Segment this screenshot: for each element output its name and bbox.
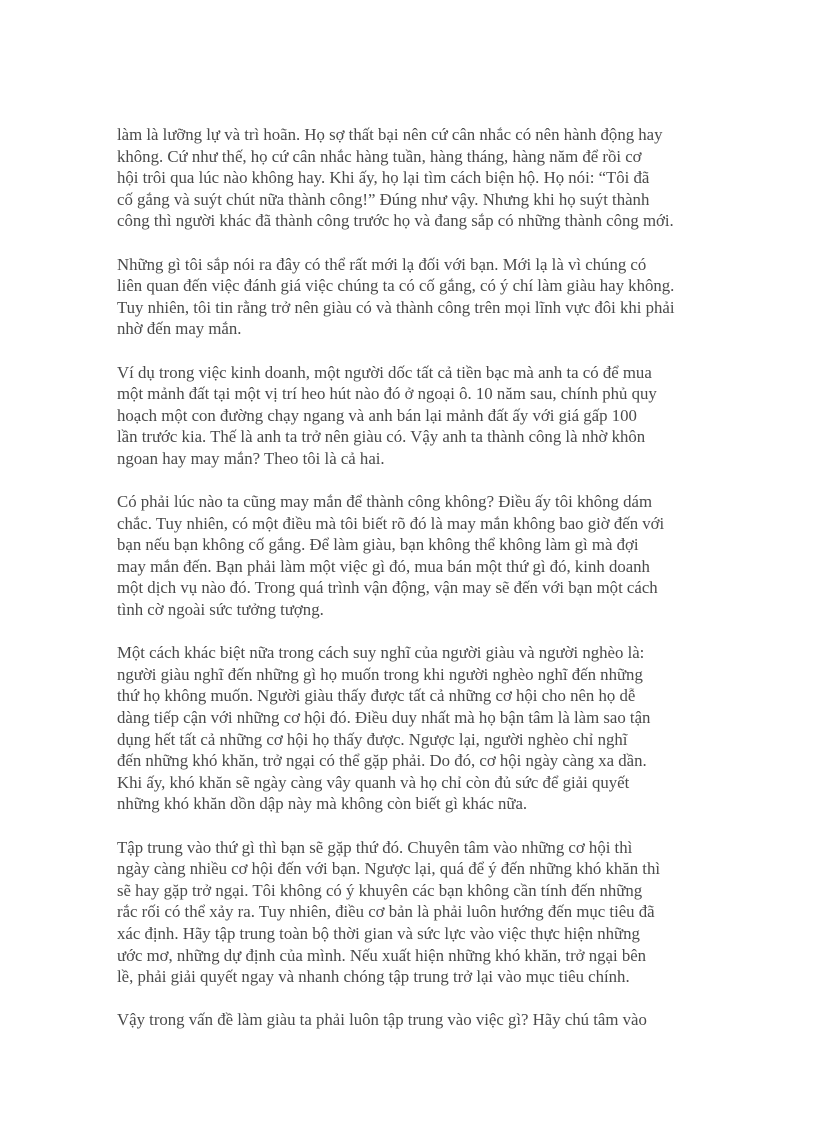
text-line: cố gắng và suýt chút nữa thành công!” Đúng như vậy. Nhưng khi họ suýt thành <box>117 189 650 209</box>
text-line: ngoan hay may mắn? Theo tôi là cả hai. <box>117 448 385 468</box>
text-line: chắc. Tuy nhiên, có một điều mà tôi biết rõ đó là may mắn không bao giờ đến với <box>117 513 665 533</box>
text-line: Những gì tôi sắp nói ra đây có thể rất mới lạ đối với bạn. Mới lạ là vì chúng có <box>117 254 647 274</box>
text-line: hoạch một con đường chạy ngang và anh bán lại mảnh đất ấy với giá gấp 100 <box>117 405 637 425</box>
text-line: xác định. Hãy tập trung toàn bộ thời gian và sức lực vào việc thực hiện những <box>117 923 640 943</box>
text-line: bạn nếu bạn không cố gắng. Để làm giàu, bạn không thể không làm gì mà đợi <box>117 535 639 555</box>
text-line: người giàu nghĩ đến những gì họ muốn trong khi người nghèo nghĩ đến những <box>117 664 643 684</box>
text-line: thứ họ không muốn. Người giàu thấy được tất cả những cơ hội cho nên họ dễ <box>117 686 636 706</box>
text-line: may mắn đến. Bạn phải làm một việc gì đó, mua bán một thứ gì đó, kinh doanh <box>117 556 650 576</box>
text-line: đến những khó khăn, trở ngại có thể gặp phải. Do đó, cơ hội ngày càng xa dần. <box>117 751 647 771</box>
text-line: Có phải lúc nào ta cũng may mắn để thành công không? Điều ấy tôi không dám <box>117 492 653 512</box>
text-line: công thì người khác đã thành công trước họ và đang sắp có những thành công mới. <box>117 211 674 231</box>
text-line: rắc rối có thể xảy ra. Tuy nhiên, điều cơ bản là phải luôn hướng đến mục tiêu đã <box>117 902 655 922</box>
paragraph-4 <box>117 491 703 621</box>
paragraph-1 <box>117 124 703 232</box>
text-line: một mảnh đất tại một vị trí heo hút nào đó ở ngoại ô. 10 năm sau, chính phủ quy <box>117 384 657 404</box>
text-line: Tuy nhiên, tôi tin rằng trở nên giàu có và thành công trên mọi lĩnh vực đôi khi phải <box>117 297 675 317</box>
text-line: lần trước kia. Thế là anh ta trở nên giàu có. Vậy anh ta thành công là nhờ khôn <box>117 427 646 447</box>
paragraph-2 <box>117 254 703 340</box>
text-line: Ví dụ trong việc kinh doanh, một người dốc tất cả tiền bạc mà anh ta có để mua <box>117 362 652 382</box>
text-line: những khó khăn dồn dập này mà không còn biết gì khác nữa. <box>117 794 528 814</box>
text-line: dụng hết tất cả những cơ hội họ thấy được. Ngược lại, người nghèo chỉ nghĩ <box>117 729 628 749</box>
paragraph-7 <box>117 1009 703 1031</box>
paragraph-6 <box>117 837 703 988</box>
paragraph-3 <box>117 362 703 470</box>
text-line: ngày càng nhiều cơ hội đến với bạn. Ngược lại, quá để ý đến những khó khăn thì <box>117 859 660 879</box>
text-line: hội trôi qua lúc nào không hay. Khi ấy, họ lại tìm cách biện hộ. Họ nói: “Tôi đã <box>117 168 650 188</box>
text-line: Vậy trong vấn đề làm giàu ta phải luôn tập trung vào việc gì? Hãy chú tâm vào <box>117 1010 647 1030</box>
text-line: lề, phải giải quyết ngay và nhanh chóng tập trung trở lại vào mục tiêu chính. <box>117 967 630 987</box>
paragraph-5 <box>117 642 703 815</box>
text-line: Tập trung vào thứ gì thì bạn sẽ gặp thứ đó. Chuyên tâm vào những cơ hội thì <box>117 837 633 857</box>
text-line: nhờ đến may mắn. <box>117 319 242 339</box>
text-line: dàng tiếp cận với những cơ hội đó. Điều duy nhất mà họ bận tâm là làm sao tận <box>117 708 651 728</box>
text-line: tình cờ ngoài sức tưởng tượng. <box>117 600 324 620</box>
text-line: không. Cứ như thế, họ cứ cân nhắc hàng tuần, hàng tháng, hàng năm để rồi cơ <box>117 146 642 166</box>
text-line: làm là lưỡng lự và trì hoãn. Họ sợ thất bại nên cứ cân nhắc có nên hành động hay <box>117 125 663 144</box>
text-line: ước mơ, những dự định của mình. Nếu xuất hiện những khó khăn, trở ngại bên <box>117 945 647 965</box>
document-body <box>117 124 703 1031</box>
text-line: sẽ hay gặp trở ngại. Tôi không có ý khuyên các bạn không cần tính đến những <box>117 880 643 900</box>
text-line: Khi ấy, khó khăn sẽ ngày càng vây quanh và họ chỉ còn đủ sức để giải quyết <box>117 772 630 792</box>
text-line: Một cách khác biệt nữa trong cách suy nghĩ của người giàu và người nghèo là: <box>117 643 645 663</box>
text-line: liên quan đến việc đánh giá việc chúng ta có cố gắng, có ý chí làm giàu hay không. <box>117 276 675 296</box>
text-line: một dịch vụ nào đó. Trong quá trình vận động, vận may sẽ đến với bạn một cách <box>117 578 658 598</box>
